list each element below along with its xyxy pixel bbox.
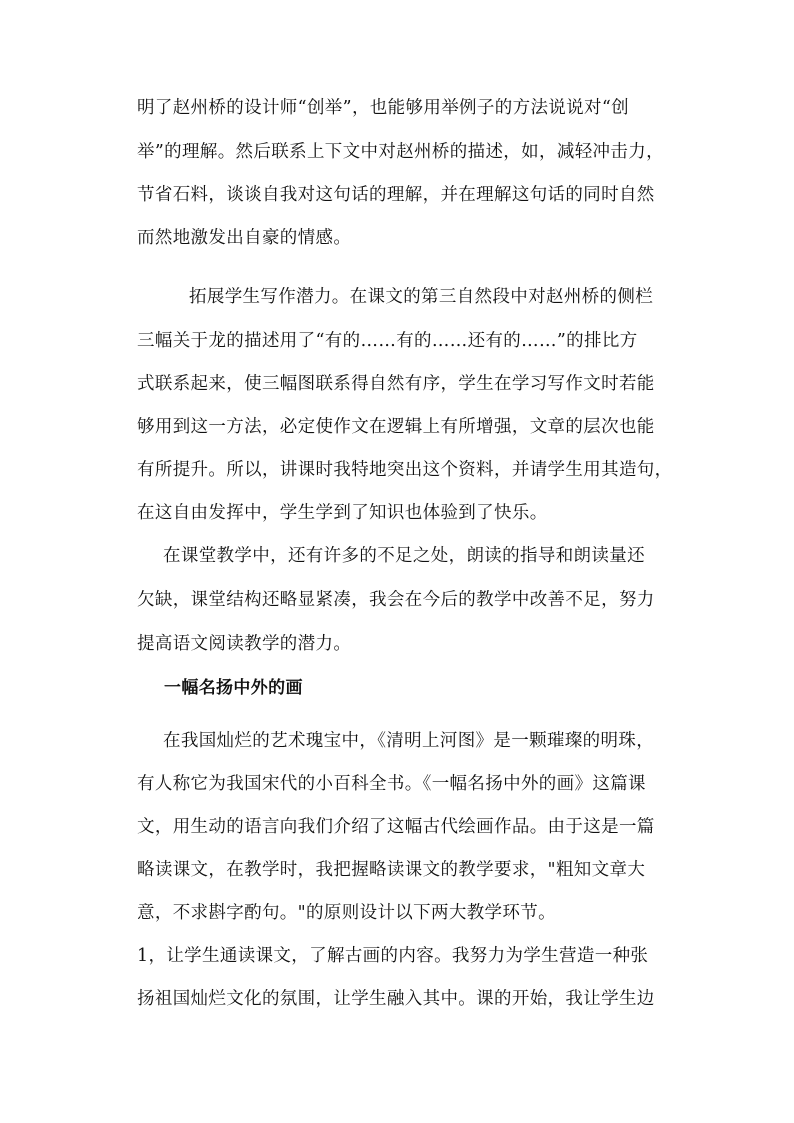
paragraph-line: 拓展学生写作潜力。在课文的第三自然段中对赵州桥的侧栏 [189,287,654,307]
paragraph-line: 欠缺，课堂结构还略显紧凑，我会在今后的教学中改善不足，努力 [137,590,655,610]
paragraph-line: 有人称它为我国宋代的小百科全书。《一幅名扬中外的画》这篇课 [137,774,646,794]
paragraph-line: 而然地激发出自豪的情感。 [137,228,352,248]
paragraph-line: 提高语文阅读教学的潜力。 [137,634,352,654]
paragraph-line: 意，不求斟字酌句。"的原则设计以下两大教学环节。 [137,903,556,923]
paragraph-line: 在课堂教学中，还有许多的不足之处，朗读的指导和朗读量还 [163,546,645,566]
paragraph-line: 举”的理解。然后联系上下文中对赵州桥的描述，如，减轻冲击力， [137,142,664,162]
paragraph-line: 明了赵州桥的设计师“创举”，也能够用举例子的方法说说对“创 [137,98,629,118]
paragraph-line: 三幅关于龙的描述用了“有的……有的……还有的……”的排比方 [137,331,638,351]
paragraph-line: 节省石料，谈谈自我对这句话的理解，并在理解这句话的同时自然 [137,185,655,205]
paragraph-line: 文，用生动的语言向我们介绍了这幅古代绘画作品。由于这是一篇 [137,817,655,837]
paragraph-line: 1，让学生通读课文，了解古画的内容。我努力为学生营造一种张 [137,946,649,966]
paragraph-line: 有所提升。所以，讲课时我特地突出这个资料，并请学生用其造句， [137,460,673,480]
paragraph-line: 够用到这一方法，必定使作文在逻辑上有所增强，文章的层次也能 [137,417,655,437]
paragraph-line: 在这自由发挥中，学生学到了知识也体验到了快乐。 [137,503,548,523]
paragraph-line: 式联系起来，使三幅图联系得自然有序，学生在学习写作文时若能 [137,374,655,394]
paragraph-line: 略读课文，在教学时，我把握略读课文的教学要求，"粗知文章大 [137,860,646,880]
paragraph-line: 扬祖国灿烂文化的氛围，让学生融入其中。课的开始，我让学生边 [137,989,655,1009]
section-heading: 一幅名扬中外的画 [164,678,303,698]
paragraph-line: 在我国灿烂的艺术瑰宝中，《清明上河图》是一颗璀璨的明珠， [163,731,655,751]
